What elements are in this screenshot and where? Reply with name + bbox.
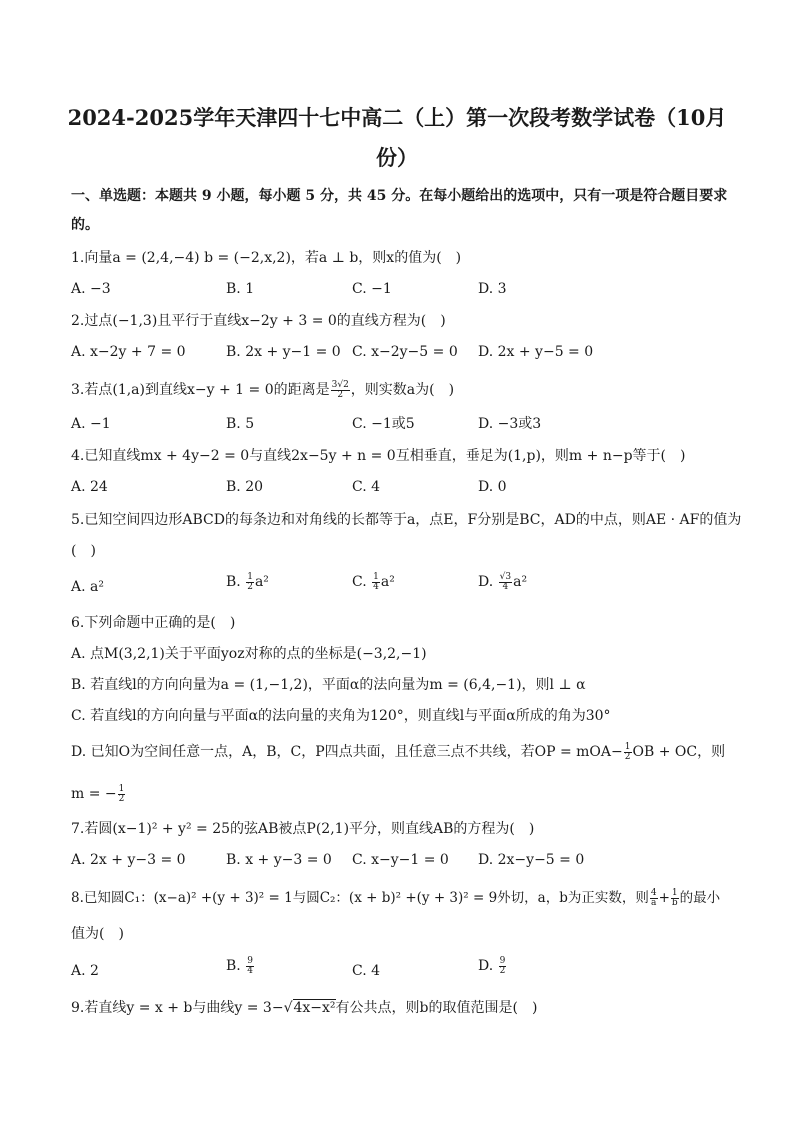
q4-option-b: B. 20	[226, 479, 264, 495]
fraction	[650, 889, 658, 908]
fraction	[246, 573, 254, 592]
fraction	[499, 957, 507, 976]
q6-option-c: C. 若直线l的方向向量与平面α的法向量的夹角为120°，则直线l与平面α所成的角为30°	[71, 708, 611, 724]
q5-option-d	[478, 572, 527, 592]
question-5-cont: ( )	[71, 543, 96, 559]
fraction-denominator: 2	[624, 751, 631, 762]
q2-option-b: B. 2x + y−1 = 0	[226, 344, 341, 360]
question-number: 6.	[71, 615, 85, 631]
question-8	[71, 888, 720, 908]
fraction-denominator: b	[671, 898, 678, 908]
question-6	[71, 613, 235, 633]
question-stem: 已知圆C₁：(x−a)² +(y + 3)² = 1与圆C₂：(x + b)² +(y + 3)² = 9外切，a，b为正实数，则	[83, 890, 649, 906]
sqrt-radicand: 4x−x²	[293, 1000, 336, 1016]
fraction-numerator: 1	[373, 571, 379, 582]
fraction-denominator: 4	[502, 581, 509, 592]
q7-option-a: A. 2x + y−3 = 0	[71, 852, 186, 868]
q7-option-d: D. 2x−y−5 = 0	[478, 852, 585, 868]
fraction-denominator: 2	[247, 581, 253, 592]
sqrt-sign: √	[283, 1000, 293, 1016]
option-text-tail: OB + OC，则	[632, 744, 726, 760]
q6-option-d-cont	[71, 784, 126, 804]
q8-option-d	[478, 956, 507, 976]
question-number: 8.	[71, 890, 84, 906]
option-text: D. 已知O为空间任意一点，A，B，C，P四点共面，且任意三点不共线，若OP = mOA−	[71, 744, 623, 760]
q1-option-a: A. −3	[71, 281, 111, 297]
q5-option-c	[352, 572, 395, 592]
fraction	[499, 573, 512, 592]
option-text: m = −	[71, 786, 117, 802]
section-header: 一、单选题：本题共 9 小题，每小题 5 分，共 45 分。在每小题给出的选项中，只有一项是符合题目要求	[71, 188, 728, 204]
q3-option-c: C. −1或5	[352, 416, 415, 432]
fraction-numerator: 1	[247, 571, 253, 582]
q6-option-b: B. 若直线l的方向向量为a = (1,−1,2)，平面α的法向量为m = (6,4,−1)，则l ⊥ α	[71, 677, 586, 693]
question-stem: 已知空间四边形ABCD的每条边和对角线的长都等于a，点E，F分别是BC，AD的中点，则AE · AF的值为	[84, 512, 742, 528]
option-label: B.	[226, 958, 246, 974]
fraction-denominator: 2	[499, 965, 506, 976]
exam-title-line2: 份）	[376, 145, 418, 170]
option-tail: a²	[254, 574, 269, 590]
question-2	[71, 311, 446, 331]
question-stem: 过点(−1,3)且平行于直线x−2y + 3 = 0的直线方程为( )	[84, 313, 446, 329]
question-stem-tail: ，则实数a为( )	[350, 382, 455, 398]
exam-title-line1: 2024-2025学年天津四十七中高二（上）第一次段考数学试卷（10月	[67, 105, 727, 130]
option-tail: a²	[513, 574, 528, 590]
question-1	[71, 248, 461, 268]
fraction-numerator: 1	[671, 888, 678, 898]
fraction-numerator: 3√2	[331, 379, 349, 390]
fraction-denominator: 2	[118, 793, 125, 804]
question-stem: 向量a = (2,4,−4) b = (−2,x,2)，若a ⊥ b，则x的值为( )	[84, 250, 462, 266]
q8-option-c: C. 4	[352, 963, 381, 979]
q2-option-c: C. x−2y−5 = 0	[352, 344, 458, 360]
q1-option-c: C. −1	[352, 281, 392, 297]
q2-option-d: D. 2x + y−5 = 0	[478, 344, 594, 360]
question-9	[71, 998, 537, 1018]
q3-option-a: A. −1	[71, 416, 111, 432]
question-stem-tail: 的最小	[679, 890, 721, 906]
question-number: 9.	[71, 1000, 85, 1016]
q8-option-b	[226, 956, 255, 976]
question-stem-tail: 有公共点，则b的取值范围是( )	[335, 1000, 538, 1016]
fraction	[624, 743, 632, 762]
fraction-denominator: 4	[373, 581, 379, 592]
q1-option-b: B. 1	[226, 281, 255, 297]
question-8-cont: 值为( )	[71, 926, 124, 942]
fraction-numerator: 1	[624, 741, 631, 752]
fraction-denominator: a	[651, 898, 657, 908]
fraction-numerator: 4	[650, 888, 657, 898]
q5-option-b	[226, 572, 269, 592]
fraction	[246, 957, 254, 976]
fraction-numerator: √3	[499, 571, 512, 582]
question-stem: 若直线y = x + b与曲线y = 3−	[84, 1000, 284, 1016]
fraction	[671, 889, 679, 908]
q4-option-a: A. 24	[71, 479, 108, 495]
question-5	[71, 510, 741, 530]
question-number: 3.	[71, 382, 85, 398]
question-number: 4.	[71, 448, 85, 464]
question-number: 7.	[71, 821, 85, 837]
fraction	[118, 785, 126, 804]
q2-option-a: A. x−2y + 7 = 0	[71, 344, 186, 360]
question-number: 2.	[71, 313, 85, 329]
option-label: C.	[352, 574, 372, 590]
question-number: 5.	[71, 512, 85, 528]
q6-option-a: A. 点M(3,2,1)关于平面yoz对称的点的坐标是(−3,2,−1)	[71, 646, 427, 662]
q3-option-d: D. −3或3	[478, 416, 542, 432]
q7-option-c: C. x−y−1 = 0	[352, 852, 449, 868]
question-number: 1.	[71, 250, 85, 266]
fraction	[331, 381, 350, 400]
option-label: B.	[226, 574, 246, 590]
q6-option-d	[71, 742, 725, 762]
q8-option-a: A. 2	[71, 963, 99, 979]
q3-option-b: B. 5	[226, 416, 255, 432]
q4-option-c: C. 4	[352, 479, 381, 495]
fraction-denominator: 4	[247, 965, 253, 976]
question-stem: 下列命题中正确的是( )	[84, 615, 236, 631]
question-stem: 若圆(x−1)² + y² = 25的弦AB被点P(2,1)平分，则直线AB的方程为( )	[84, 821, 535, 837]
fraction-numerator: 1	[118, 783, 125, 794]
fraction-numerator: 9	[247, 955, 253, 966]
option-label: D.	[478, 574, 498, 590]
fraction-numerator: 9	[499, 955, 506, 966]
q4-option-d: D. 0	[478, 479, 507, 495]
question-3	[71, 380, 454, 400]
q7-option-b: B. x + y−3 = 0	[226, 852, 332, 868]
q1-option-d: D. 3	[478, 281, 507, 297]
question-stem: 已知直线mx + 4y−2 = 0与直线2x−5y + n = 0互相垂直，垂足为(1,p)，则m + n−p等于( )	[84, 448, 686, 464]
fraction	[372, 573, 380, 592]
fraction-denominator: 2	[337, 389, 344, 400]
question-4	[71, 446, 685, 466]
plus-sign: +	[658, 890, 670, 906]
section-header-cont: 的。	[71, 217, 99, 233]
option-label: D.	[478, 958, 498, 974]
question-7	[71, 819, 534, 839]
question-stem: 若点(1,a)到直线x−y + 1 = 0的距离是	[84, 382, 330, 398]
q5-option-a: A. a²	[71, 579, 104, 595]
option-tail: a²	[380, 574, 395, 590]
